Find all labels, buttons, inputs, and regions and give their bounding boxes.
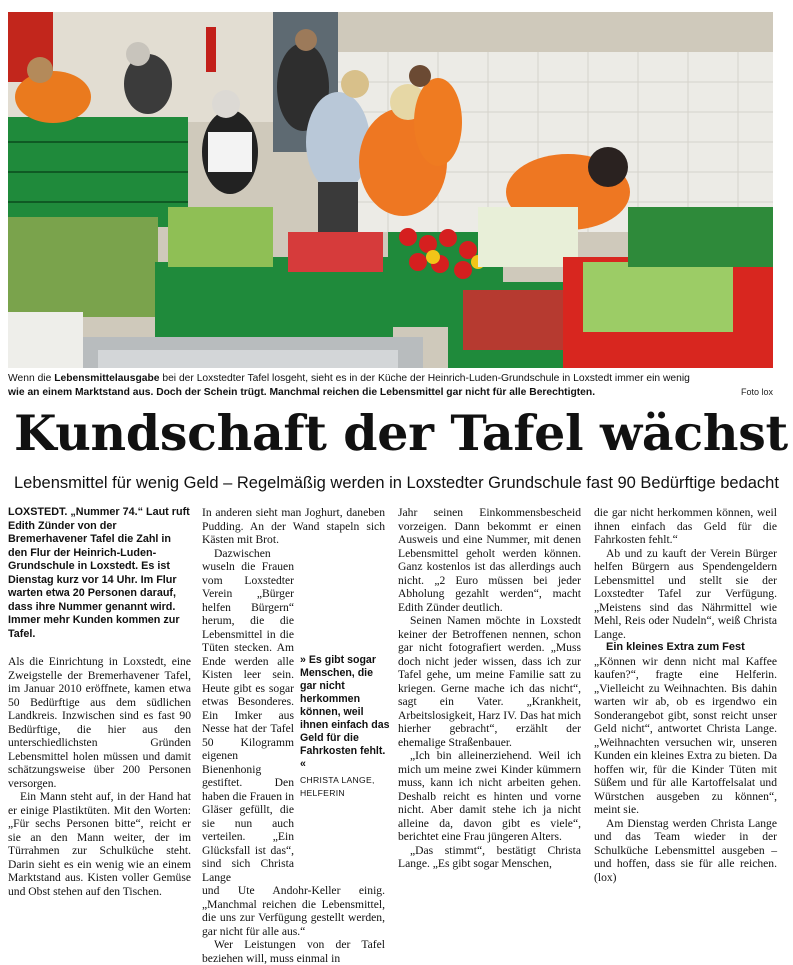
paragraph: „Können wir denn nicht mal Kaffee kaufen?“, fragte eine Helferin. „Vielleicht zu Weihnachten. Bis dahin warten wir ab, ob es irgendwo ein Sonderangebot gibt, sonst reicht unser Geld nicht“, antwortet Christa Lange. „Weihnachten versuchen wir, unseren Kunden ein kleines Extra zu bieten. Da hoffen wir, für die Kinder Tüten mit Süßem und für alle Kartoffelsalat und Würstchen ausgeben zu können“, meint sie. xyxy=(594,654,777,816)
article-column-4 xyxy=(594,506,777,884)
subheadline: Lebensmittel für wenig Geld – Regelmäßig werden in Loxstedter Grundschule fast 90 Bedürftige bedacht xyxy=(14,474,779,492)
paragraph: Seinen Namen möchte in Loxstedt keiner der Betroffenen nennen, schon gar nicht fotografiert werden. „Muss doch nicht jeder wissen, dass ich zur Tafel gehe, um meine Familie satt zu kriegen. Gerne mache ich das nicht“, sagt ein Vater. „Krankheit, Arbeitslosigkeit, Harz IV. Das hat mich hierher gebracht“, erzählt der ehemalige Straßenbauer. xyxy=(398,614,581,749)
paragraph: Ab und zu kauft der Verein Bürger helfen Bürgern aus Spendengeldern Lebensmittel und stellt sie der Loxstedter Tafel zur Verfügung. „Meistens sind das Nährmittel wie Mehl, Reis oder Nudeln“, weiß Christa Lange. xyxy=(594,546,777,641)
paragraph: Dazwischen wuseln die Frauen vom Loxstedter Verein „Bürger helfen Bürgern“ herum, die die Lebensmittel in die Tüten stecken. Am Ende werden alle Kisten leer sein. Heute gibt es sogar etwas Besonderes. Ein Imker aus Nesse hat der Tafel 50 Kilogramm eigenen Bienenhonig gestiftet. Den haben die Frauen in Gläser gefüllt, die sie nun auch verteilen. „Ein Glücksfall ist das“, sind sich Christa Lange xyxy=(202,546,294,884)
lead-paragraph: LOXSTEDT. „Nummer 74.“ Laut ruft Edith Zünder von der Bremerhavener Tafel die Zahl in den Flur der Heinrich-Luden-Grundschule in Loxstedt. Es ist Dienstag kurz vor 14 Uhr. Im Flur warten etwa 20 Personen darauf, dass ihre Nummer genannt wird. Immer mehr Kunden kommen zur Tafel. xyxy=(8,506,190,640)
paragraph: Als die Einrichtung in Loxstedt, eine Zweigstelle der Bremerhavener Tafel, im Januar 2010 eröffnete, kamen etwa 50 Bedürftige aus dem südlichen Landkreis. Inzwischen sind es fast 90 Bedürftige, die hier aus den unterschiedlichsten Gründen Lebensmittel holen müssen und damit schätzungsweise über 200 Personen versorgen. xyxy=(8,655,191,790)
paragraph: Ein Mann steht auf, in der Hand hat er einige Plastiktüten. Mit den Worten: „Für sechs Personen bitte“, reicht er sie an den Mann weiter, der im Türrahmen zur Schulküche steht. Darin sieht es ein wenig wie an einem Marktstand aus. Kisten voller Gemüse und Obst stehen auf den Tischen. xyxy=(8,790,191,898)
paragraph: und Ute Andohr-Keller einig. „Manchmal reichen die Lebensmittel, die uns zur Verfügung gestellt werden, gar nicht für alle aus.“ xyxy=(202,884,385,938)
article-column-1 xyxy=(8,506,191,898)
photo-food-distribution xyxy=(8,12,773,368)
paragraph: In anderen sieht man Joghurt, daneben Pudding. An der Wand stapeln sich Kästen mit Brot. xyxy=(202,506,385,546)
section-subheading: Ein kleines Extra zum Fest xyxy=(606,641,745,653)
photo-caption: Wenn die Lebensmittelausgabe bei der Loxstedter Tafel losgeht, sieht es in der Küche der Heinrich-Luden-Grundschule in Loxstedt immer ein wenig wie an einem Marktstand aus. Doch der Schein trügt. Manchmal reichen die Lebensmittel gar nicht für alle Berechtigten. Foto lox xyxy=(8,373,773,398)
headline: Kundschaft der Tafel wächst xyxy=(14,404,788,462)
article-column-3 xyxy=(398,506,581,871)
paragraph: „Das stimmt“, bestätigt Christa Lange. „Es gibt sogar Menschen, xyxy=(398,843,581,870)
paragraph: „Ich bin alleinerziehend. Weil ich mich um meine zwei Kinder kümmern muss, kann ich nicht arbeiten gehen. Deshalb reicht es hinten und vorne nicht. Aber damit stehe ich ja nicht alleine da, davon gibt es viele“, berichtet eine Frau jüngeren Alters. xyxy=(398,749,581,843)
pull-quote xyxy=(300,654,392,800)
paragraph: Wer Leistungen von der Tafel beziehen will, muss einmal in xyxy=(202,938,385,965)
paragraph: Jahr seinen Einkommensbescheid vorzeigen. Dann bekommt er einen Ausweis und eine Nummer, mit denen Lebensmittel geholt werden können. Ganz kostenlos ist das allerdings auch nicht. „2 Euro müssen bei jeder Abholung gezahlt werden“, macht Edith Zünder deutlich. xyxy=(398,506,581,614)
pull-quote-source: CHRISTA LANGE, HELFERIN xyxy=(300,775,375,798)
pull-quote-text: » Es gibt sogar Menschen, die gar nicht herkommen können, weil ihnen einfach das Geld für die Fahrkosten fehlt. « xyxy=(300,654,390,770)
paragraph: Am Dienstag werden Christa Lange und das Team wieder in der Schulküche Lebensmittel ausgeben – und hoffen, dass sie für alle reichen. (lox) xyxy=(594,816,777,884)
paragraph: die gar nicht herkommen können, weil ihnen einfach das Geld für die Fahrkosten fehlt.“ xyxy=(594,506,777,546)
photo-credit: Foto lox xyxy=(740,386,773,397)
